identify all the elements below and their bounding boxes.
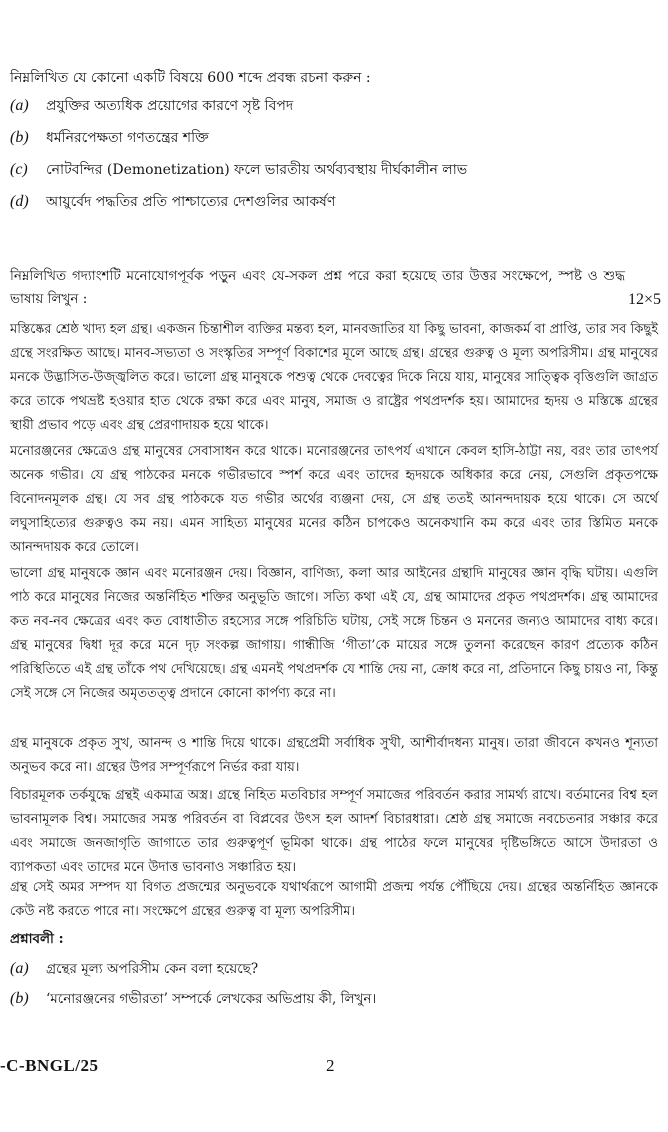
paper-code: -C-BNGL/25 [0, 1056, 99, 1075]
passage-instruction: নিম্নলিখিত গদ্যাংশটি মনোযোগপূর্বক পড়ুন এবং যে-সকল প্রশ্ন পরে করা হয়েছে তার উত্তর সংক্ষেপে, স্পষ্ট ও শুদ্ধ ভাষায় লিখুন : [10, 268, 625, 307]
option-label: (d) [10, 193, 29, 210]
option-text: ধর্মনিরপেক্ষতা গণতন্ত্রের শক্তি [46, 130, 209, 146]
passage-paragraph: মস্তিষ্কের শ্রেষ্ঠ খাদ্য হল গ্রন্থ। একজন চিন্তাশীল ব্যক্তির মন্তব্য হল, মানবজাতির যা কিছু ভাবনা, কাজকর্ম বা প্রাপ্তি, তার সব কিছুই গ্রন্থে সংরক্ষিত আছে। মানব-সভ্যতা ও সংস্কৃতির সম্পূর্ণ বিকাশের মূলে আছে গ্রন্থ। গ্রন্থের গুরুত্ব ও মূল্য অপরিসীম। গ্রন্থ মানুষের মনকে উদ্ভাসিত-উজ্জ্বলিত করে। ভালো গ্রন্থ মানুষকে পশুত্ব থেকে দেবত্বের দিকে নিয়ে যায়, মানুষের সাত্ত্বিক বৃত্তিগুলি জাগ্রত করে তাকে পথভ্রষ্ট হওয়ার হাত থেকে রক্ষা করে এবং মানুষ, সমাজ ও রাষ্ট্রের পথপ্রদর্শক হয়। আমাদের হৃদয় ও মস্তিষ্কে গ্রন্থের স্থায়ী প্রভাব পড়ে এবং গ্রন্থ প্রেরণাদায়ক হয়ে থাকে। [10, 322, 658, 433]
essay-instruction: নিম্নলিখিত যে কোনো একটি বিষয়ে 600 শব্দে প্রবন্ধ রচনা করুন : [10, 70, 371, 86]
option-text: নোটবন্দির (Demonetization) ফলে ভারতীয় অর্থব্যবস্থায় দীর্ঘকালীন লাভ [46, 162, 468, 178]
passage-paragraph: বিচারমূলক তর্কযুদ্ধে গ্রন্থই একমাত্র অস্ত্র। গ্রন্থে নিহিত মতবিচার সম্পূর্ণ সমাজের পরিবর্তন করার সামর্থ্য রাখে। বর্তমানের বিশ্ব হল ভাবনামূলক বিশ্ব। সমাজের সমস্ত পরিবর্তন বা বিপ্লবের উৎস হল আদর্শ বিচারধারা। শ্রেষ্ঠ গ্রন্থ সমাজে নবচেতনার সঞ্চার করে এবং সমাজে জনজাগৃতি জাগাতে তার গুরুত্বপূর্ণ ভূমিকা থাকে। গ্রন্থ পাঠের ফলে মানুষের দৃষ্টিভঙ্গিতে আসে উদারতা ও ব্যাপকতা এবং তাদের মনে উদাত্ত ভাবনাও সঞ্চারিত হয়। [10, 788, 658, 875]
marks-allocation: 12×5 [628, 291, 662, 308]
option-label: (b) [10, 129, 29, 146]
question-label: (a) [10, 960, 29, 977]
essay-option [10, 192, 335, 212]
passage-paragraph: গ্রন্থ সেই অমর সম্পদ যা বিগত প্রজন্মের অনুভবকে যথার্থরূপে আগামী প্রজন্ম পর্যন্ত পৌঁছিয়ে দেয়। গ্রন্থের অন্তর্নিহিত জ্ঞানকে কেউ নষ্ট করতে পারে না। সংক্ষেপে গ্রন্থের গুরুত্ব বা মূল্য অপরিসীম। [10, 880, 658, 919]
passage-paragraph: গ্রন্থ মানুষকে প্রকৃত সুখ, আনন্দ ও শান্তি দিয়ে থাকে। গ্রন্থপ্রেমী সর্বাধিক সুখী, আশীর্বাদধন্য মানুষ। তারা জীবনে কখনও শূন্যতা অনুভব করে না। গ্রন্থের উপর সম্পূর্ণরূপে নির্ভর করা যায়। [10, 736, 658, 775]
question-text: গ্রন্থের মূল্য অপরিসীম কেন বলা হয়েছে? [46, 961, 259, 977]
passage-paragraph: ভালো গ্রন্থ মানুষকে জ্ঞান এবং মনোরঞ্জন দেয়। বিজ্ঞান, বাণিজ্য, কলা আর আইনের গ্রন্থাদি মানুষের জ্ঞান বৃদ্ধি ঘটায়। এগুলি পাঠ করে মানুষের নিজের অন্তর্নিহিত শক্তির অনুভূতি জাগে। সত্যি কথা এই যে, গ্রন্থ আমাদের প্রকৃত পথপ্রদর্শক। গ্রন্থ আমাদের কত নব-নব ক্ষেত্রের এবং কত বোধাতীত রহস্যের সঙ্গে পরিচিতি ঘটায়, সেই সঙ্গে চিন্তন ও মননের জন্যও আমাদের বাধ্য করে। গ্রন্থ মানুষের দ্বিধা দূর করে মনে দৃঢ় সংকল্প জাগায়। গান্ধীজি ‘গীতা’কে মায়ের সঙ্গে তুলনা করেছেন কারণ প্রত্যেক কঠিন পরিস্থিতিতে এই গ্রন্থ তাঁকে পথ দেখিয়েছে। গ্রন্থ এমনই পথপ্রদর্শক যে শান্তি দেয় না, ক্রোধ করে না, প্রতিদানে কিছু চায়ও না, কিন্তু সেই সঙ্গে সে নিজের অমৃততত্ত্ব প্রদানে কোনো কার্পণ্য করে না। [10, 566, 658, 701]
question-label: (b) [10, 990, 29, 1007]
option-label: (c) [10, 161, 28, 178]
questions-heading: প্রশ্নাবলী : [10, 931, 64, 947]
essay-option [10, 96, 293, 116]
sub-question [10, 988, 376, 1010]
passage-paragraph: মনোরঞ্জনের ক্ষেত্রেও গ্রন্থ মানুষের সেবাসাধন করে থাকে। মনোরঞ্জনের তাৎপর্য এখানে কেবল হাসি-ঠাট্টা নয়, বরং তার তাৎপর্য অনেক গভীর। যে গ্রন্থ পাঠকের মনকে গভীরভাবে স্পর্শ করে এবং তাদের হৃদয়কে অধিকার করে নেয়, সেগুলি প্রকৃতপক্ষে বিনোদনমূলক গ্রন্থ। যে সব গ্রন্থ পাঠককে যত গভীর অর্থের ব্যঞ্জনা দেয়, সে গ্রন্থ ততই আনন্দদায়ক হয়ে থাকে। সে অর্থে লঘুসাহিত্যের গুরুত্বও কম নয়। এমন সাহিত্য মানুষের মনের কঠিন চাপকেও অনেকখানি কম করে এবং তার স্তিমিত মনকে আনন্দদায়ক করে তোলে। [10, 444, 658, 555]
essay-option [10, 128, 209, 148]
sub-question [10, 958, 258, 980]
option-text: প্রযুক্তির অত্যধিক প্রয়োগের কারণে সৃষ্ট বিপদ [46, 98, 294, 114]
page-number: 2 [326, 1056, 335, 1075]
question-text: ‘মনোরঞ্জনের গভীরতা’ সম্পর্কে লেখকের অভিপ্রায় কী, লিখুন। [46, 991, 377, 1007]
option-label: (a) [10, 97, 29, 114]
option-text: আয়ুর্বেদ পদ্ধতির প্রতি পাশ্চাত্যের দেশগুলির আকর্ষণ [46, 194, 336, 210]
essay-option [10, 160, 467, 180]
